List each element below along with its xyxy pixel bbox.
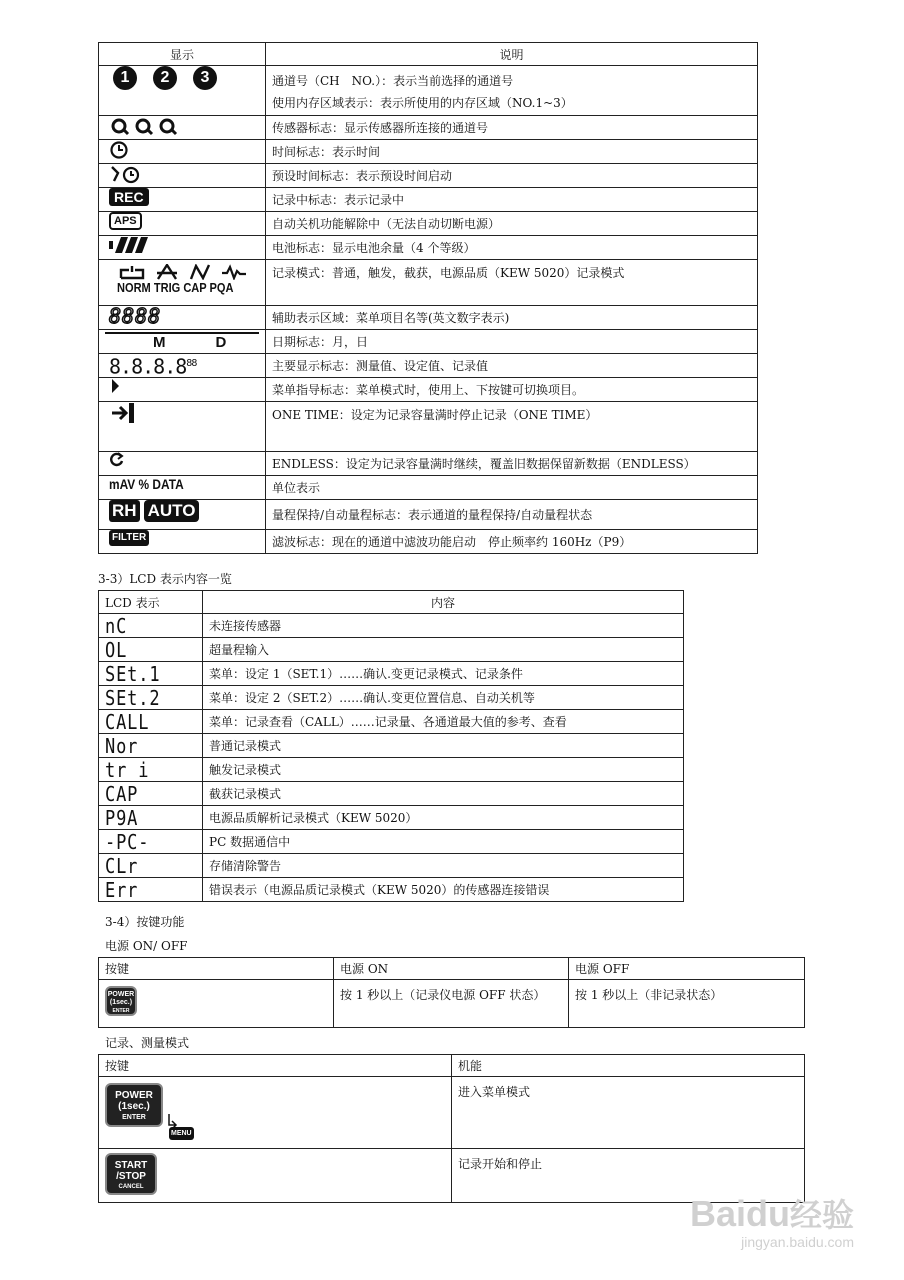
rec-icon: REC	[109, 188, 149, 206]
watermark-brand-cn: 经验	[789, 1197, 854, 1233]
lcd-code: CAP	[105, 781, 139, 806]
lcd-code: OL	[105, 637, 128, 662]
lcd-description: 截获记录模式	[203, 782, 684, 806]
header-content: 内容	[203, 591, 684, 614]
description-text: 传感器标志：显示传感器所连接的通道号	[266, 116, 758, 140]
table-row	[99, 980, 805, 1028]
table-header-row	[99, 1055, 805, 1077]
lcd-code: CALL	[105, 709, 150, 734]
battery-icon	[109, 236, 149, 254]
power-key-table	[98, 957, 805, 1028]
description-text: 自动关机功能解除中（无法自动切断电源）	[266, 212, 758, 236]
table-header-row	[99, 43, 758, 66]
description-text: ONE TIME：设定为记录容量满时停止记录（ONE TIME）	[266, 402, 758, 452]
description-text: 记录模式：普通，触发，截获，电源品质（KEW 5020）记录模式	[266, 260, 758, 306]
table-row	[99, 1077, 805, 1149]
description-text: 通道号（CH NO.）：表示当前选择的通道号	[272, 74, 514, 88]
power-on-text: 按 1 秒以上（记录仪电源 OFF 状态）	[334, 980, 569, 1028]
table-header-row	[99, 958, 805, 980]
watermark-brand: Baidu	[689, 1193, 790, 1234]
trig-mode-icon	[155, 264, 179, 280]
cap-mode-icon	[189, 264, 211, 280]
sensor-icon	[109, 116, 181, 136]
header-lcd: LCD 表示	[99, 591, 203, 614]
lcd-description: 未连接传感器	[203, 614, 684, 638]
day-label: D	[215, 334, 227, 351]
header-power-off: 电源 OFF	[569, 958, 805, 980]
header-function: 机能	[452, 1055, 805, 1077]
lcd-description: 电源品质解析记录模式（KEW 5020）	[203, 806, 684, 830]
table-row	[99, 164, 758, 188]
lcd-code: Err	[105, 877, 139, 902]
lcd-table	[98, 590, 684, 902]
table-row	[99, 452, 758, 476]
circle-1-icon: 1	[113, 66, 137, 90]
trig-label: TRIG	[153, 280, 181, 295]
lcd-description: 普通记录模式	[203, 734, 684, 758]
pqa-label: PQA	[209, 280, 234, 295]
lcd-code: nC	[105, 613, 128, 638]
table-row	[99, 260, 758, 306]
lcd-code: tr i	[105, 757, 150, 782]
segment-display-icon: 8888	[109, 304, 162, 328]
cap-label: CAP	[183, 280, 207, 295]
description-text: 滤波标志：现在的通道中滤波功能启动 停止频率约 160Hz（P9）	[266, 530, 758, 554]
description-text: 量程保持/自动量程标志：表示通道的量程保持/自动量程状态	[266, 500, 758, 530]
lcd-description: 触发记录模式	[203, 758, 684, 782]
main-display-icon: 8.8.8.8$^{88}$	[109, 354, 197, 379]
clock-icon	[109, 140, 129, 160]
power-off-text: 按 1 秒以上（非记录状态）	[569, 980, 805, 1028]
norm-mode-icon	[119, 264, 145, 280]
lcd-description: 菜单：设定 2（SET.2）……确认.变更位置信息、自动关机等	[203, 686, 684, 710]
pqa-mode-icon	[221, 264, 247, 280]
table-row	[99, 66, 758, 116]
preset-timer-icon	[109, 164, 143, 184]
section-caption-power: 电源 ON/ OFF	[105, 939, 188, 953]
lcd-description: PC 数据通信中	[203, 830, 684, 854]
table-row	[99, 140, 758, 164]
header-key: 按键	[99, 1055, 452, 1077]
description-text: 预设时间标志：表示预设时间启动	[266, 164, 758, 188]
table-row	[99, 116, 758, 140]
lcd-description: 错误表示（电源品质记录模式（KEW 5020）的传感器连接错误	[203, 878, 684, 902]
power-enter-button[interactable]: POWER (1sec.) ENTER	[105, 1083, 163, 1127]
header-description: 说明	[266, 43, 758, 66]
lcd-description: 超量程输入	[203, 638, 684, 662]
description-text: 主要显示标志：测量值、设定值、记录值	[266, 354, 758, 378]
lcd-code: Nor	[105, 733, 139, 758]
table-row	[99, 830, 684, 854]
description-text: 使用内存区域表示：表示所使用的内存区域（NO.1~3）	[272, 96, 573, 110]
section-caption-keys: 3-4）按键功能	[105, 915, 185, 929]
baidu-watermark	[690, 1195, 854, 1250]
table-header-row	[99, 591, 684, 614]
display-icon-table	[98, 42, 758, 554]
header-power-on: 电源 ON	[334, 958, 569, 980]
table-row	[99, 614, 684, 638]
lcd-description: 存储清除警告	[203, 854, 684, 878]
circle-3-icon: 3	[193, 66, 217, 90]
table-row	[99, 476, 758, 500]
table-row	[99, 878, 684, 902]
auto-range-icon: AUTO	[144, 500, 200, 522]
lcd-code: SEt.1	[105, 661, 161, 686]
section-caption-lcd: 3-3）LCD 表示内容一览	[98, 572, 232, 586]
table-row	[99, 530, 758, 554]
endless-icon	[109, 452, 125, 468]
header-display: 显示	[99, 43, 266, 66]
description-text: ENDLESS：设定为记录容量满时继续，覆盖旧数据保留新数据（ENDLESS）	[266, 452, 758, 476]
lcd-code: SEt.2	[105, 685, 161, 710]
table-row	[99, 734, 684, 758]
watermark-url: jingyan.baidu.com	[741, 1234, 854, 1250]
lcd-description: 菜单：设定 1（SET.1）……确认.变更记录模式、记录条件	[203, 662, 684, 686]
table-row	[99, 212, 758, 236]
month-label: M	[153, 334, 166, 351]
description-text: 时间标志：表示时间	[266, 140, 758, 164]
table-row	[99, 330, 758, 354]
section-caption-record: 记录、测量模式	[105, 1036, 190, 1050]
lcd-code: CLr	[105, 853, 139, 878]
table-row	[99, 854, 684, 878]
table-row	[99, 662, 684, 686]
description-text: 电池标志：显示电池余量（4 个等级）	[266, 236, 758, 260]
norm-label: NORM	[117, 280, 151, 295]
function-text: 进入菜单模式	[452, 1077, 805, 1149]
start-stop-button[interactable]: START /STOP CANCEL	[105, 1153, 157, 1195]
table-row	[99, 236, 758, 260]
description-text: 日期标志：月，日	[266, 330, 758, 354]
description-text: 单位表示	[266, 476, 758, 500]
range-hold-icon: RH	[109, 500, 140, 522]
header-key: 按键	[99, 958, 334, 980]
table-row	[99, 378, 758, 402]
table-row	[99, 500, 758, 530]
description-text: 菜单指导标志：菜单模式时，使用上、下按键可切换项目。	[266, 378, 758, 402]
lcd-code: -PC-	[105, 829, 150, 854]
table-row	[99, 806, 684, 830]
power-button[interactable]: POWER (1sec.) ENTER	[105, 986, 137, 1016]
unit-icon: mAV % DATA	[109, 476, 184, 492]
table-row	[99, 638, 684, 662]
circle-2-icon: 2	[153, 66, 177, 90]
function-text: 记录开始和停止	[452, 1149, 805, 1203]
table-row	[99, 354, 758, 378]
menu-pointer-icon	[111, 378, 121, 394]
table-row	[99, 710, 684, 734]
description-text: 记录中标志：表示记录中	[266, 188, 758, 212]
table-row	[99, 188, 758, 212]
filter-icon: FILTER	[109, 530, 149, 546]
table-row	[99, 758, 684, 782]
aps-icon: APS	[109, 212, 142, 230]
menu-badge: MENU	[169, 1127, 194, 1140]
table-row	[99, 686, 684, 710]
lcd-description: 菜单：记录查看（CALL）……记录量、各通道最大值的参考、查看	[203, 710, 684, 734]
table-row	[99, 306, 758, 330]
table-row	[99, 782, 684, 806]
description-text: 辅助表示区域：菜单项目名等(英文数字表示)	[266, 306, 758, 330]
one-time-icon	[111, 402, 137, 424]
lcd-code: P9A	[105, 805, 139, 830]
record-key-table	[98, 1054, 805, 1203]
table-row	[99, 402, 758, 452]
